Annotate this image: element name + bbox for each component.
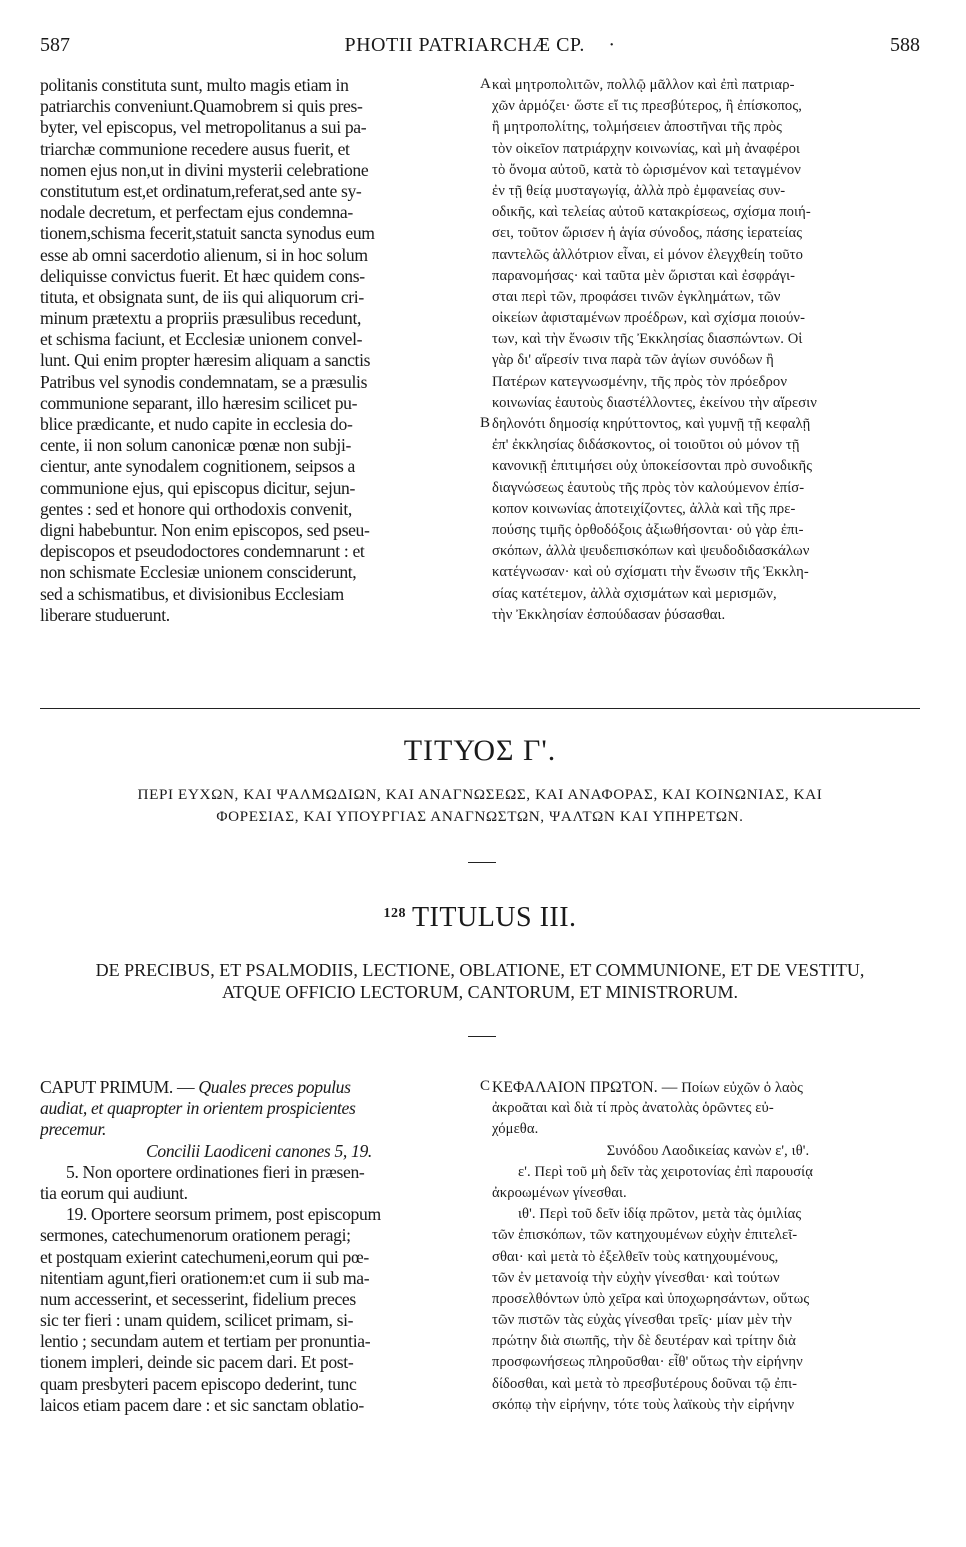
latin-canon-line: quam presbyteri pacem episcopo dederint, tunc <box>40 1373 357 1394</box>
short-rule-1 <box>468 862 496 863</box>
latin-canon-line: nitentiam agunt,fieri orationem:et cum ii sub ma- <box>40 1267 370 1288</box>
greek-text-line: σκόπων, ἀλλὰ ψευδεπισκόπων καὶ ψευδοδιδασκάλων <box>492 543 810 560</box>
greek-text-line: καὶ μητροπολιτῶν, πολλῷ μᾶλλον καὶ ἐπὶ πατριαρ- <box>492 77 795 93</box>
latin-text-line: tionem,schisma fecerit,statuit sancta synodus eum <box>40 223 375 244</box>
latin-text-line: et schisma faciunt, et Ecclesiæ unionem convel- <box>40 329 363 350</box>
latin-subtitle-line-2: ATQUE OFFICIO LECTORUM, CANTORUM, ET MINISTRORUM. <box>221 982 739 1002</box>
greek-text-line: τὴν Ἐκκλησίαν ἐσπούδασαν ῥύσασθαι. <box>492 606 726 623</box>
section-divider <box>40 708 920 709</box>
latin-text-line: tituta, et obsignata sunt, de iis qui aliquorum cri- <box>40 286 364 307</box>
margin-mark-a: A <box>480 76 491 92</box>
greek-text-line: τὸ ὄνομα αὐτοῦ, κατὰ τὸ ὡρισμένον καὶ τεταγμένον <box>492 161 801 178</box>
running-header <box>40 34 920 64</box>
greek-canon-line: ἀκροωμένων γίνεσθαι. <box>492 1184 627 1201</box>
latin-text-line: depiscopos et pseudodoctores condemnarunt : et <box>40 541 365 562</box>
greek-subtitle-line-1: ΠΕΡΙ ΕΥΧΩΝ, ΚΑΙ ΨΑΛΜΩΔΙΩΝ, ΚΑΙ ΑΝΑΓΝΩΣΕΩΣ, ΚΑΙ ΑΝΑΦΟΡΑΣ, ΚΑΙ ΚΟΙΝΩΝΙΑΣ, ΚΑΙ <box>137 786 823 803</box>
greek-text-line: Πατέρων κατεγνωσμένην, τῆς πρὸς τὸν πρόεδρον <box>492 373 788 390</box>
greek-canon-line: δίδοσθαι, καὶ μετὰ τὸ πρεσβυτέρους δοῦναι τῷ ἐπι- <box>492 1375 798 1392</box>
latin-canon-line: tionem impleri, deinde sic pacem dari. Et post- <box>40 1352 354 1373</box>
latin-text-line: communione separant, illo hæresim scilicet pu- <box>40 392 358 413</box>
title-number: 128 <box>383 906 406 921</box>
latin-text-line: gentes : sed et honore qui orthodoxis convenit, <box>40 498 352 519</box>
latin-canon-line: num accesserint, et secesserint, fidelium preces <box>40 1288 356 1309</box>
greek-title: ΤΙΤΥΟΣ Γ'. <box>403 734 557 767</box>
greek-canon-text <box>492 1162 924 1416</box>
latin-canon-line: lentio ; secundam autem et tertiam per pronuntia- <box>40 1331 371 1352</box>
greek-text-line: ἢ μητροπολίτης, τολμήσειεν ἀποστῆναι τῆς πρὸς <box>492 119 783 136</box>
latin-title-text: TITULUS III. <box>411 902 577 933</box>
margin-mark-b: B <box>480 415 491 431</box>
margin-mark-c: C <box>480 1078 491 1094</box>
latin-source: Concilii Laodiceni canones 5, 19. <box>146 1140 372 1161</box>
short-rule-2 <box>468 1036 496 1037</box>
latin-canon-line: et postquam exierint catechumeni,eorum qui pœ- <box>40 1246 369 1267</box>
latin-column-bottom <box>40 1077 478 1416</box>
right-page-number: 588 <box>890 34 920 56</box>
latin-text-line: Patribus vel synodis condemnatam, se a præsulis <box>40 371 368 392</box>
kephalaion-heading-line <box>492 1077 924 1098</box>
latin-text-line: esse ab omni sacerdotio alienum, si in hoc solum <box>40 244 368 265</box>
latin-subtitle-line-1: DE PRECIBUS, ET PSALMODIIS, LECTIONE, OBLATIONE, ET COMMUNIONE, ET DE VESTITU, <box>95 960 865 980</box>
greek-text-line: των, καὶ τὴν ἕνωσιν τῆς Ἐκκλησίας διασπώντων. Οἱ <box>492 331 803 348</box>
latin-canon-line: sermones, catechumenorum orationem peragi; <box>40 1225 351 1246</box>
latin-text-line: blice prædicante, et nudo capite in ecclesia do- <box>40 414 353 434</box>
greek-text-line: γὰρ δι' αἵρεσίν τινα παρὰ τῶν ἁγίων συνόδων ἢ <box>492 352 774 369</box>
latin-canon-line: 19. Oportere seorsum primem, post episcopum <box>66 1204 381 1225</box>
greek-source: Συνόδου Λαοδικείας κανὼν ε', ιθ'. <box>606 1142 810 1159</box>
running-title <box>40 34 920 57</box>
running-title-text: PHOTII PATRIARCHÆ CP. <box>344 34 585 56</box>
greek-text-line: σται περὶ τῶν, προφάσει τινῶν ἐγκλημάτων, τῶν <box>492 288 781 305</box>
latin-text-line: nodale decretum, et perfectam ejus condemna- <box>40 202 353 223</box>
greek-canon-line: προσελθόντων ὑπὸ χεῖρα καὶ ὑποχωρησάντων, οὕτως <box>492 1290 810 1307</box>
greek-column-top <box>492 75 924 626</box>
caput-title-line-3: precemur. <box>40 1119 107 1140</box>
greek-canon-line: προσφωνήσεως πληροῦσθαι· εἶθ' οὕτως τὴν εἰρήνην <box>492 1354 803 1371</box>
latin-text-line: cientur, ante synodalem cognitionem, seipsos a <box>40 456 355 477</box>
greek-text-line: κοπον κοινωνίας ἀποτειχίζοντες, ἀλλὰ καὶ τῆς πρε- <box>492 500 796 517</box>
latin-text-line: deliquisse convictus fuerit. Et hæc quidem cons- <box>40 265 365 286</box>
greek-canon-line: ε'. Περὶ τοῦ μὴ δεῖν τὰς χειροτονίας ἐπὶ παρουσίᾳ <box>518 1163 813 1180</box>
latin-canon-line: tia eorum qui audiunt. <box>40 1182 188 1203</box>
greek-text-line: οδικῆς, καὶ τελείας αὐτοῦ κατακρίσεως, σχίσμα ποιή- <box>492 204 811 221</box>
latin-text-line: politanis constituta sunt, multo magis etiam in <box>40 75 349 95</box>
latin-text-line: nomen ejus non,ut in divini mysterii celebratione <box>40 159 369 180</box>
greek-text-line: οἰκείων ἀφισταμένων προέδρων, καὶ σχίσμα ποιούν- <box>492 310 806 327</box>
greek-text-line: χῶν ἁρμόζει· ὥστε εἴ τις πρεσβύτερος, ἢ ἐπίσκοπος, <box>492 98 802 115</box>
greek-text-line: σίας κατέτεμον, ἀλλὰ σχισμάτων καὶ μερισμῶν, <box>492 585 777 602</box>
latin-text-line: sed a schismatibus, et divisionibus Ecclesiam <box>40 583 344 604</box>
latin-text-line: minum prætextu a propriis præsulibus recedunt, <box>40 308 362 329</box>
greek-canon-line: σθαι· καὶ μετὰ τὸ ἐξελθεῖν τοὺς κατηχουμένους, <box>492 1248 779 1265</box>
latin-text-line: byter, vel episcopus, vel metropolitanus a sui pa- <box>40 117 367 138</box>
caput-heading-line <box>40 1077 478 1098</box>
header-dot: · <box>608 34 616 56</box>
greek-canon-line: τῶν ἐπισκόπων, τῶν κατηχουμένων εὐχὴν ἐπιτελεῖ- <box>492 1227 798 1244</box>
greek-canon-line: ιθ'. Περὶ τοῦ δεῖν ἰδίᾳ πρῶτον, μετὰ τὰς ὁμιλίας <box>518 1206 802 1223</box>
latin-text-line: non schismate Ecclesiæ unionem consciderunt, <box>40 562 357 583</box>
latin-text-line: communione ejus, qui episcopus dicitur, sejun- <box>40 477 355 498</box>
greek-canon-line: σκόπῳ τὴν εἰρήνην, τότε τοὺς λαϊκοὺς τὴν εἰρήνην <box>492 1396 795 1413</box>
kephalaion-title-line-2: ἀκροᾶται καὶ διὰ τί πρὸς ἀνατολὰς ὁρῶντες εὐ- <box>492 1100 774 1117</box>
greek-subtitle-line-2: ΦΟΡΕΣΙΑΣ, ΚΑΙ ΥΠΟΥΡΓΙΑΣ ΑΝΑΓΝΩΣΤΩΝ, ΨΑΛΤΩΝ ΚΑΙ ΥΠΗΡΕΤΩΝ. <box>216 808 744 825</box>
latin-canon-text <box>40 1162 478 1416</box>
latin-text-line: lunt. Qui enim propter hæresim aliquam a sanctis <box>40 350 371 371</box>
greek-column-bottom <box>492 1077 924 1416</box>
greek-text-line: παρανομήσας· καὶ ταῦτα μὲν ὥρισται καὶ ἐσφράγι- <box>492 267 796 284</box>
latin-column-top <box>40 75 478 626</box>
latin-canon-line: sic ter fieri : unam quidem, scilicet primam, si- <box>40 1310 354 1331</box>
greek-text-line: πούσης τιμῆς ὀρθοδόξοις ἀξιωθήσονται· οὐ γὰρ ἐπι- <box>492 521 804 538</box>
caput-title-line-2: audiat, et quapropter in orientem prospicientes <box>40 1098 356 1119</box>
latin-text-line: constitutum est,et ordinatum,referat,sed ante sy- <box>40 180 362 201</box>
greek-text-line: σει, τοῦτον ὥρισεν ἡ ἁγία σύνοδος, πάσης ἱερατείας <box>492 225 803 242</box>
latin-text-line: liberare studuerunt. <box>40 604 170 625</box>
left-page-number: 587 <box>40 34 70 56</box>
greek-text-line: δηλονότι δημοσίᾳ κηρύττοντος, καὶ γυμνῇ τῇ κεφαλῇ <box>492 416 811 432</box>
greek-text-line: κανονικῇ ἐπιτιμήσει οὐχ ὑποκείσονται πρὸ συνοδικῆς <box>492 458 813 475</box>
latin-text-line: digni habebuntur. Non enim episcopos, sed pseu- <box>40 519 370 540</box>
latin-title <box>40 902 920 934</box>
latin-text-line: triarchæ communione recedere ausus fuerit, et <box>40 138 350 159</box>
latin-canon-line: laicos etiam pacem dare : et sic sanctam oblatio- <box>40 1394 364 1415</box>
kephalaion-title-start: Ποίων εὐχῶν ὁ λαὸς <box>681 1080 804 1096</box>
greek-canon-line: τῶν ἐν μετανοίᾳ τὴν εὐχὴν γίνεσθαι· καὶ τούτων <box>492 1269 780 1286</box>
kephalaion-label: ΚΕΦΑΛΑΙΟΝ ΠΡΩΤΟΝ. — <box>492 1079 678 1096</box>
caput-label: CAPUT PRIMUM. — <box>40 1077 195 1097</box>
greek-text-line: τὸν οἰκεῖον πατριάρχην κοινωνίας, καὶ μὴ ἀναφέροι <box>492 140 801 157</box>
greek-text-line: παντελῶς ἀλλότριον εἶναι, εἰ μόνον ἐλεγχθείη τοῦτο <box>492 246 804 263</box>
greek-canon-line: πρώτην διὰ σιωπῆς, τὴν δὲ δευτέραν καὶ τρίτην διὰ <box>492 1333 796 1350</box>
greek-text-line: ἐν τῇ θείᾳ μυσταγωγίᾳ, ἀλλὰ πρὸ ἐμφανείας συν- <box>492 182 786 199</box>
greek-canon-line: τῶν πιστῶν τὰς εὐχὰς γίνεσθαι τρεῖς· μίαν μὲν τὴν <box>492 1312 792 1329</box>
greek-text-line: κατέγνωσαν· καὶ οὐ σχίσματι τὴν ἕνωσιν τῆς Ἐκκλη- <box>492 564 809 581</box>
caput-title-start: Quales preces populus <box>198 1077 351 1097</box>
latin-text-line: patriarchis conveniunt.Quamobrem si quis pres- <box>40 96 363 117</box>
kephalaion-title-line-3: χόμεθα. <box>492 1121 539 1138</box>
latin-text-line: cente, ii non solum canonicæ pœnæ non subji- <box>40 435 352 456</box>
latin-canon-line: 5. Non oportere ordinationes fieri in præsen- <box>66 1161 365 1182</box>
greek-text-line: κοινωνίας ἑαυτοὺς διαστέλλοντες, ἐκείνου τὴν αἵρεσιν <box>492 394 817 411</box>
greek-text-line: διαγνώσεως ἑαυτοὺς τῆς πρὸς τὸν καλούμενον ἐπίσ- <box>492 479 805 496</box>
greek-text-line: ἐπ' ἐκκλησίας διδάσκοντος, οἱ τοιοῦτοι οὐ μόνον τῇ <box>492 437 800 454</box>
